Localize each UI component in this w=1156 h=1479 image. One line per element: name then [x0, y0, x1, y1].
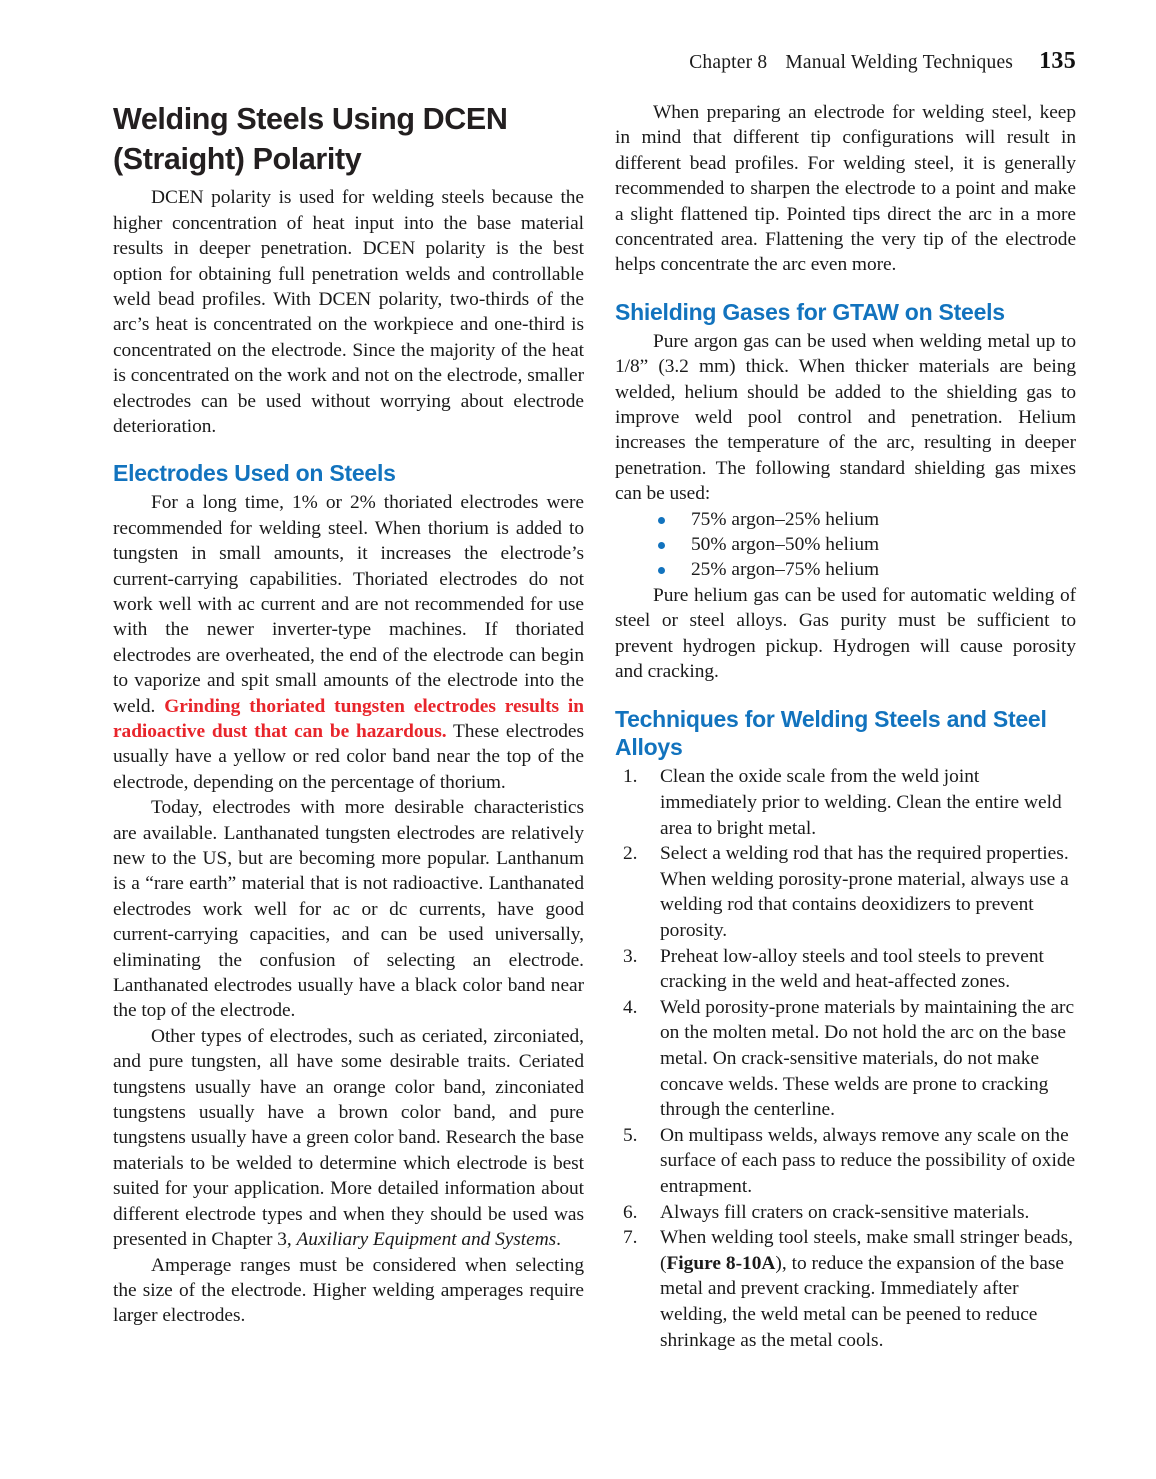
list-item — [615, 1225, 1076, 1353]
electrodes-p3-text-after: . — [556, 1229, 561, 1251]
step-number: 1. — [622, 766, 638, 788]
step-number: 6. — [622, 1201, 638, 1223]
electrodes-paragraph-2: Today, electrodes with more desirable characteristics are available. Lanthanated tungsten electrodes are relatively new to the US, but are becoming more popular. Lanthanum is a “rare earth” material that is not radioactive. Lanthanated electrodes work well for ac or dc currents, have good current-carrying capacities, and can be used universally, eliminating the confusion of selecting an electrode. Lanthanated electrodes usually have a black color band near the top of the electrode. — [113, 797, 584, 1022]
running-head-chapter: Chapter 8 — [689, 52, 768, 73]
techniques-step-list — [615, 764, 1076, 1353]
step-number: 3. — [622, 945, 638, 967]
electrodes-paragraph-1 — [113, 490, 584, 795]
step-number: 7. — [622, 1227, 638, 1249]
intro-paragraph: DCEN polarity is used for welding steels because the higher concentration of heat input into the base material results in deeper penetration. DCEN polarity is the best option for obtaining full penetration welds and controllable weld bead profiles. With DCEN polarity, two-thirds of the arc’s heat is concentrated on the workpiece and one-third is concentrated on the electrode. Since the majority of the heat is concentrated on the work and not on the electrode, smaller electrodes can be used without worrying about electrode deterioration. — [113, 187, 584, 437]
electrodes-p1-text-before: For a long time, 1% or 2% thoriated electrodes were recommended for welding steel. When thorium is added to tungsten in small amounts, it increases the electrode’s current-carrying capabilities. Thoriated electrodes do not work well with ac current and are not recommended for use with the newer inverter-type machines. If thoriated electrodes are overheated, the end of the electrode can begin to vaporize and spit small amounts of the electrode into the weld. — [113, 492, 584, 717]
step-text: Always fill craters on crack-sensitive materials. — [659, 1201, 1030, 1223]
step-text: Clean the oxide scale from the weld joint immediately prior to welding. Clean the entire weld area to bright metal. — [659, 766, 1062, 839]
step-text: Weld porosity-prone materials by maintaining the arc on the molten metal. Do not hold the arc on the base metal. On crack-sensitive materials, do not make concave welds. These welds are prone to cracking through the centerline. — [659, 996, 1075, 1121]
electrode-prep-paragraph: When preparing an electrode for welding steel, keep in mind that different tip configurations will result in different bead profiles. For welding steel, it is generally recommended to sharpen the electrode to a point and make a slight flattened tip. Pointed tips direct the arc in a more concentrated area. Flattening the very tip of the electrode helps concentrate the arc even more. — [614, 102, 1076, 276]
running-head — [689, 48, 1076, 75]
gas-mix-label: 50% argon–50% helium — [690, 534, 880, 556]
section-heading-electrodes: Electrodes Used on Steels — [113, 460, 396, 487]
book-reference-title: Auxiliary Equipment and Systems — [296, 1229, 557, 1251]
electrodes-paragraph-4: Amperage ranges must be considered when selecting the size of the electrode. Higher welding amperages require larger electrodes. — [113, 1254, 584, 1327]
list-item — [615, 507, 1076, 532]
section-heading-techniques: Techniques for Welding Steels and Steel Alloys — [614, 705, 1047, 761]
electrodes-p1-text-after: These electrodes usually have a yellow or red color band near the top of the electrode, depending on the percentage of thorium. — [113, 720, 584, 793]
step-number: 4. — [622, 996, 638, 1018]
list-item — [615, 995, 1076, 1123]
shielding-paragraph-2: Pure helium gas can be used for automatic welding of steel or steel alloys. Gas purity must be sufficient to prevent hydrogen pickup. Hydrogen will cause porosity and cracking. — [614, 584, 1076, 683]
step-text: On multipass welds, always remove any scale on the surface of each pass to reduce the possibility of oxide entrapment. — [659, 1124, 1076, 1197]
page-title: Welding Steels Using DCEN (Straight) Polarity — [113, 102, 508, 176]
left-column — [113, 100, 584, 1353]
list-item — [615, 944, 1076, 995]
list-item — [615, 1200, 1076, 1226]
running-head-title: Manual Welding Techniques — [785, 52, 1014, 73]
electrodes-paragraph-3 — [113, 1024, 584, 1253]
list-item — [615, 841, 1076, 943]
list-item — [615, 557, 1076, 582]
gas-mix-label: 25% argon–75% helium — [690, 559, 880, 581]
step-text-before: When welding tool steels, make small stringer beads, ( — [659, 1227, 1074, 1274]
two-column-layout — [113, 100, 1076, 1353]
bullet-dot-icon — [658, 567, 665, 574]
radioactive-dust-warning: Grinding thoriated tungsten electrodes results in radioactive dust that can be hazardous. — [113, 695, 584, 742]
section-heading-shielding-gases: Shielding Gases for GTAW on Steels — [614, 298, 1005, 325]
page-number: 135 — [1039, 48, 1076, 74]
figure-reference: Figure 8-10A — [666, 1252, 776, 1274]
list-item — [615, 532, 1076, 557]
right-column — [615, 100, 1076, 1353]
bullet-dot-icon — [658, 517, 665, 524]
step-text: Preheat low-alloy steels and tool steels to prevent cracking in the weld and heat-affected zones. — [659, 945, 1044, 993]
list-item — [615, 1123, 1076, 1200]
step-text: Select a welding rod that has the required properties. When welding porosity-prone material, always use a welding rod that contains deoxidizers to prevent porosity. — [659, 843, 1069, 941]
gas-mix-list — [615, 507, 1076, 583]
gas-mix-label: 75% argon–25% helium — [690, 508, 880, 530]
step-text-after: ), to reduce the expansion of the base metal and prevent cracking. Immediately after welding, the weld metal can be peened to reduce shrinkage as the metal cools. — [659, 1252, 1065, 1351]
bullet-dot-icon — [658, 542, 665, 549]
list-item — [615, 764, 1076, 841]
electrodes-p3-text-before: Other types of electrodes, such as ceriated, zirconiated, and pure tungsten, all have some desirable traits. Ceriated tungstens usually have an orange color band, zinconiated tungstens usually have a brown color band, and pure tungstens usually have a green color band. Research the base materials to be welded to determine which electrode is best suited for your application. More detailed information about different electrode types and when they should be used was presented in Chapter 3, — [113, 1025, 584, 1251]
step-number: 2. — [622, 843, 638, 865]
step-number: 5. — [622, 1124, 638, 1146]
shielding-paragraph-1: Pure argon gas can be used when welding metal up to 1/8” (3.2 mm) thick. When thicker materials are being welded, helium should be added to the shielding gas to improve weld pool control and penetration. Helium increases the temperature of the arc, resulting in deeper penetration. The following standard shielding gas mixes can be used: — [614, 330, 1076, 505]
